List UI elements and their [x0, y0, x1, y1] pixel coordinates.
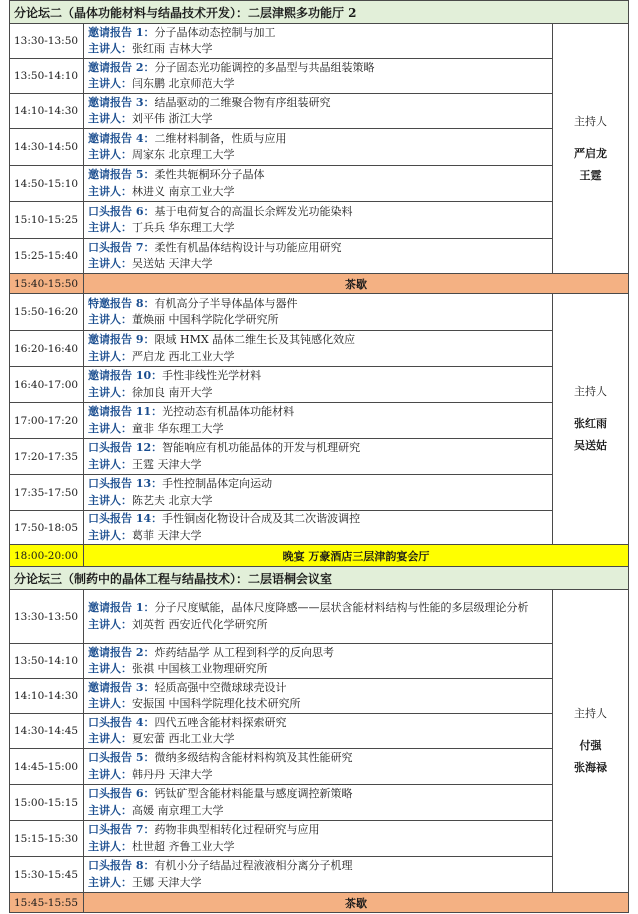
- session-row: [10, 367, 629, 403]
- session-talk: [84, 94, 553, 129]
- session-row: [10, 24, 629, 59]
- talk-line: [88, 680, 548, 697]
- talk-type: 邀请报告 3：: [88, 680, 155, 694]
- break-label: 茶歇: [84, 893, 629, 913]
- talk-title: 钙钛矿型含能材料能量与感度调控新策略: [154, 787, 353, 800]
- chair-name: 张红雨: [573, 417, 607, 430]
- talk-title: 炸药结晶学 从工程到科学的反向思考: [154, 645, 334, 659]
- forum-title: 分论坛二（晶体功能材料与结晶技术开发）：二层津熙多功能厅 2: [10, 1, 629, 24]
- session-time: 14:50-15:10: [10, 166, 84, 202]
- session-row: [10, 166, 629, 202]
- talk-type: 口头报告 4：: [88, 715, 155, 729]
- talk-title: 柔性有机晶体结构设计与功能应用研究: [154, 240, 342, 254]
- chair-name: 王霆: [579, 168, 602, 182]
- talk-line: [88, 296, 548, 313]
- session-row: [10, 590, 629, 644]
- break-label: 晚宴 万豪酒店三层津韵宴会厅: [84, 545, 629, 567]
- talk-line: [88, 404, 548, 421]
- session-time: 13:30-13:50: [10, 24, 84, 59]
- talk-title: 分子固态光功能调控的多晶型与共晶组装策略: [154, 60, 375, 74]
- session-time: 14:30-14:45: [10, 714, 84, 749]
- session-talk: [84, 679, 553, 714]
- talk-type: 口头报告 6：: [88, 787, 155, 800]
- speaker-label: 主讲人：: [88, 221, 132, 234]
- talk-line: [88, 95, 548, 112]
- speaker-name: 吴送姑 天津大学: [132, 257, 213, 270]
- talk-type: 邀请报告 5：: [88, 168, 155, 181]
- session-row: [10, 821, 629, 857]
- session-time: 13:30-13:50: [10, 590, 84, 644]
- talk-line: [88, 204, 548, 221]
- session-chairs: [552, 590, 628, 893]
- speaker-line: [88, 528, 548, 545]
- speaker-line: [88, 41, 548, 58]
- session-talk: [84, 511, 553, 545]
- talk-type: 口头报告 8：: [88, 859, 155, 872]
- session-row: [10, 59, 629, 94]
- talk-line: [88, 332, 548, 349]
- speaker-line: [88, 76, 548, 93]
- talk-line: [88, 600, 548, 617]
- talk-title: 光控动态有机晶体功能材料: [162, 405, 295, 418]
- session-talk: [84, 749, 553, 785]
- talk-line: [88, 25, 548, 42]
- talk-line: [88, 858, 548, 875]
- speaker-label: 主讲人：: [88, 457, 132, 471]
- speaker-label: 主讲人：: [88, 77, 132, 90]
- session-row: [10, 331, 629, 367]
- session-time: 15:15-15:30: [10, 821, 84, 857]
- chair-name: 张海禄: [573, 761, 607, 774]
- session-time: 16:20-16:40: [10, 331, 84, 367]
- talk-line: [88, 715, 548, 732]
- speaker-line: [88, 661, 548, 678]
- talk-type: 邀请报告 3：: [88, 95, 155, 109]
- speaker-line: [88, 421, 548, 438]
- speaker-label: 主讲人：: [88, 767, 132, 781]
- speaker-name: 陈艺夫 北京大学: [132, 493, 213, 507]
- session-time: 14:10-14:30: [10, 679, 84, 714]
- talk-line: [88, 822, 548, 839]
- session-talk: [84, 403, 553, 439]
- talk-type: 邀请报告 1：: [88, 25, 155, 39]
- session-row: [10, 202, 629, 239]
- session-row: [10, 749, 629, 785]
- speaker-label: 主讲人：: [88, 421, 132, 435]
- speaker-label: 主讲人：: [88, 803, 132, 817]
- talk-title: 轻质高强中空微球球壳设计: [154, 680, 287, 694]
- break-time: 15:40-15:50: [10, 274, 84, 294]
- speaker-line: [88, 839, 548, 856]
- talk-type: 口头报告 5：: [88, 751, 155, 764]
- speaker-name: 张红雨 吉林大学: [132, 42, 213, 55]
- break-row: [10, 274, 629, 294]
- session-time: 15:10-15:25: [10, 202, 84, 239]
- talk-title: 柔性共轭桐环分子晶体: [154, 168, 265, 181]
- session-row: [10, 511, 629, 545]
- speaker-line: [88, 256, 548, 273]
- talk-line: [88, 131, 548, 148]
- speaker-label: 主讲人：: [88, 732, 132, 745]
- session-talk: [84, 166, 553, 202]
- session-row: [10, 475, 629, 511]
- speaker-name: 刘平伟 浙江大学: [132, 112, 213, 125]
- talk-line: [88, 645, 548, 662]
- speaker-name: 刘英哲 西安近代化学研究所: [132, 617, 268, 631]
- session-row: [10, 239, 629, 274]
- session-row: [10, 94, 629, 129]
- session-time: 17:00-17:20: [10, 403, 84, 439]
- speaker-line: [88, 312, 548, 329]
- talk-type: 口头报告 12：: [88, 441, 163, 454]
- talk-type: 邀请报告 1：: [88, 601, 155, 614]
- session-row: [10, 129, 629, 166]
- session-time: 14:45-15:00: [10, 749, 84, 785]
- talk-title: 二维材料制备，性质与应用: [154, 131, 287, 145]
- session-time: 14:10-14:30: [10, 94, 84, 129]
- talk-title: 结晶驱动的二维聚合物有序组装研究: [154, 95, 331, 109]
- speaker-label: 主讲人：: [88, 112, 132, 125]
- session-row: [10, 294, 629, 331]
- session-time: 17:50-18:05: [10, 511, 84, 545]
- speaker-label: 主讲人：: [88, 617, 132, 631]
- session-talk: [84, 475, 553, 511]
- session-talk: [84, 24, 553, 59]
- speaker-label: 主讲人：: [88, 349, 132, 363]
- speaker-label: 主讲人：: [88, 839, 132, 853]
- session-talk: [84, 439, 553, 475]
- speaker-label: 主讲人：: [88, 662, 132, 675]
- speaker-name: 张祺 中国核工业物理研究所: [132, 662, 268, 675]
- session-talk: [84, 202, 553, 239]
- speaker-label: 主讲人：: [88, 493, 132, 507]
- speaker-line: [88, 457, 548, 474]
- session-talk: [84, 59, 553, 94]
- session-talk: [84, 857, 553, 893]
- speaker-line: [88, 875, 548, 892]
- chair-label: 主持人: [573, 114, 607, 128]
- talk-title: 有机高分子半导体晶体与器件: [154, 296, 298, 310]
- forum-header-row: [10, 1, 629, 24]
- speaker-name: 安振国 中国科学院理化技术研究所: [132, 697, 301, 710]
- session-talk: [84, 294, 553, 331]
- session-time: 15:00-15:15: [10, 785, 84, 821]
- speaker-label: 主讲人：: [88, 313, 132, 326]
- speaker-name: 严启龙 西北工业大学: [132, 349, 235, 363]
- break-time: 15:45-15:55: [10, 893, 84, 913]
- session-time: 13:50-14:10: [10, 59, 84, 94]
- talk-line: [88, 750, 548, 767]
- session-time: 17:35-17:50: [10, 475, 84, 511]
- talk-type: 口头报告 7：: [88, 823, 155, 836]
- talk-title: 微纳多级结构含能材料构筑及其性能研究: [154, 751, 353, 764]
- session-chairs: [552, 24, 628, 274]
- talk-line: [88, 368, 548, 385]
- chair-label: 主持人: [573, 385, 607, 398]
- talk-title: 分子晶体动态控制与加工: [154, 25, 276, 39]
- talk-title: 限域 HMX 晶体二维生长及其钝感化效应: [154, 333, 356, 346]
- talk-line: [88, 786, 548, 803]
- break-label: 茶歇: [84, 274, 629, 294]
- session-talk: [84, 714, 553, 749]
- talk-title: 基于电荷复合的高温长余辉发光功能染料: [154, 204, 353, 218]
- speaker-name: 葛菲 天津大学: [132, 528, 202, 542]
- chair-name: 吴送姑: [573, 439, 607, 452]
- speaker-name: 王霆 天津大学: [132, 457, 202, 471]
- chair-name: 严启龙: [573, 146, 607, 160]
- speaker-label: 主讲人：: [88, 257, 132, 270]
- break-time: 18:00-20:00: [10, 545, 84, 567]
- speaker-label: 主讲人：: [88, 184, 132, 198]
- speaker-line: [88, 385, 548, 402]
- talk-title: 四代五唑含能材料探索研究: [154, 715, 287, 729]
- speaker-label: 主讲人：: [88, 42, 132, 55]
- speaker-label: 主讲人：: [88, 875, 132, 889]
- talk-type: 口头报告 14：: [88, 512, 163, 525]
- speaker-name: 林进义 南京工业大学: [132, 184, 235, 198]
- session-time: 15:25-15:40: [10, 239, 84, 274]
- speaker-line: [88, 349, 548, 366]
- talk-type: 邀请报告 11：: [88, 405, 163, 418]
- talk-type: 邀请报告 2：: [88, 60, 155, 74]
- session-time: 15:50-16:20: [10, 294, 84, 331]
- speaker-label: 主讲人：: [88, 385, 132, 399]
- talk-line: [88, 511, 548, 528]
- session-row: [10, 403, 629, 439]
- talk-type: 邀请报告 4：: [88, 131, 155, 145]
- session-time: 15:30-15:45: [10, 857, 84, 893]
- speaker-name: 周家东 北京理工大学: [132, 148, 235, 161]
- speaker-name: 丁兵兵 华东理工大学: [132, 221, 235, 234]
- talk-line: [88, 476, 548, 493]
- talk-type: 特邀报告 8：: [88, 296, 155, 310]
- speaker-line: [88, 803, 548, 820]
- talk-title: 有机小分子结晶过程液液相分离分子机理: [154, 859, 353, 872]
- speaker-line: [88, 111, 548, 128]
- speaker-line: [88, 147, 548, 164]
- speaker-line: [88, 493, 548, 510]
- session-talk: [84, 785, 553, 821]
- speaker-line: [88, 696, 548, 713]
- session-talk: [84, 590, 553, 644]
- talk-type: 口头报告 6：: [88, 204, 155, 218]
- session-row: [10, 714, 629, 749]
- speaker-name: 王娜 天津大学: [132, 875, 202, 889]
- forum-header-row: [10, 567, 629, 590]
- speaker-line: [88, 220, 548, 237]
- session-talk: [84, 239, 553, 274]
- talk-title: 药物非典型相转化过程研究与应用: [154, 823, 320, 836]
- speaker-line: [88, 617, 548, 634]
- speaker-line: [88, 767, 548, 784]
- session-talk: [84, 821, 553, 857]
- session-row: [10, 644, 629, 679]
- talk-line: [88, 440, 548, 457]
- speaker-label: 主讲人：: [88, 528, 132, 542]
- session-row: [10, 679, 629, 714]
- talk-type: 口头报告 7：: [88, 240, 155, 254]
- session-talk: [84, 367, 553, 403]
- session-row: [10, 785, 629, 821]
- talk-title: 手性铜卤化物设计合成及其二次谐波调控: [162, 512, 361, 525]
- session-chairs: [552, 294, 628, 545]
- talk-line: [88, 167, 548, 184]
- speaker-name: 徐加良 南开大学: [132, 385, 213, 399]
- session-time: 14:30-14:50: [10, 129, 84, 166]
- schedule-table: [9, 0, 629, 913]
- speaker-name: 童非 华东理工大学: [132, 421, 224, 435]
- speaker-label: 主讲人：: [88, 697, 132, 710]
- talk-line: [88, 240, 548, 257]
- session-talk: [84, 644, 553, 679]
- session-row: [10, 857, 629, 893]
- forum-title: 分论坛三（制药中的晶体工程与结晶技术）：二层语桐会议室: [10, 567, 629, 590]
- session-row: [10, 439, 629, 475]
- session-time: 17:20-17:35: [10, 439, 84, 475]
- session-talk: [84, 331, 553, 367]
- session-talk: [84, 129, 553, 166]
- talk-title: 手性控制晶体定向运动: [162, 477, 273, 490]
- talk-title: 智能响应有机功能晶体的开发与机理研究: [162, 441, 361, 454]
- break-row: [10, 893, 629, 913]
- session-time: 16:40-17:00: [10, 367, 84, 403]
- chair-name: 付强: [579, 739, 602, 752]
- speaker-name: 夏宏蕾 西北工业大学: [132, 732, 235, 745]
- speaker-line: [88, 184, 548, 201]
- speaker-name: 闫东鹏 北京师范大学: [132, 77, 235, 90]
- speaker-name: 杜世超 齐鲁工业大学: [132, 839, 235, 853]
- speaker-label: 主讲人：: [88, 148, 132, 161]
- speaker-name: 韩丹丹 天津大学: [132, 767, 213, 781]
- talk-type: 口头报告 13：: [88, 477, 163, 490]
- talk-title: 手性非线性光学材料: [162, 369, 262, 382]
- talk-type: 邀请报告 9：: [88, 333, 155, 346]
- session-time: 13:50-14:10: [10, 644, 84, 679]
- break-row: [10, 545, 629, 567]
- chair-label: 主持人: [573, 707, 607, 720]
- speaker-name: 董焕丽 中国科学院化学研究所: [132, 313, 279, 326]
- speaker-name: 高媛 南京理工大学: [132, 803, 224, 817]
- talk-line: [88, 60, 548, 77]
- speaker-line: [88, 731, 548, 748]
- talk-type: 邀请报告 2：: [88, 645, 155, 659]
- talk-title: 分子尺度赋能，晶体尺度降感——层状含能材料结构与性能的多层级理论分析: [154, 601, 529, 614]
- talk-type: 邀请报告 10：: [88, 369, 163, 382]
